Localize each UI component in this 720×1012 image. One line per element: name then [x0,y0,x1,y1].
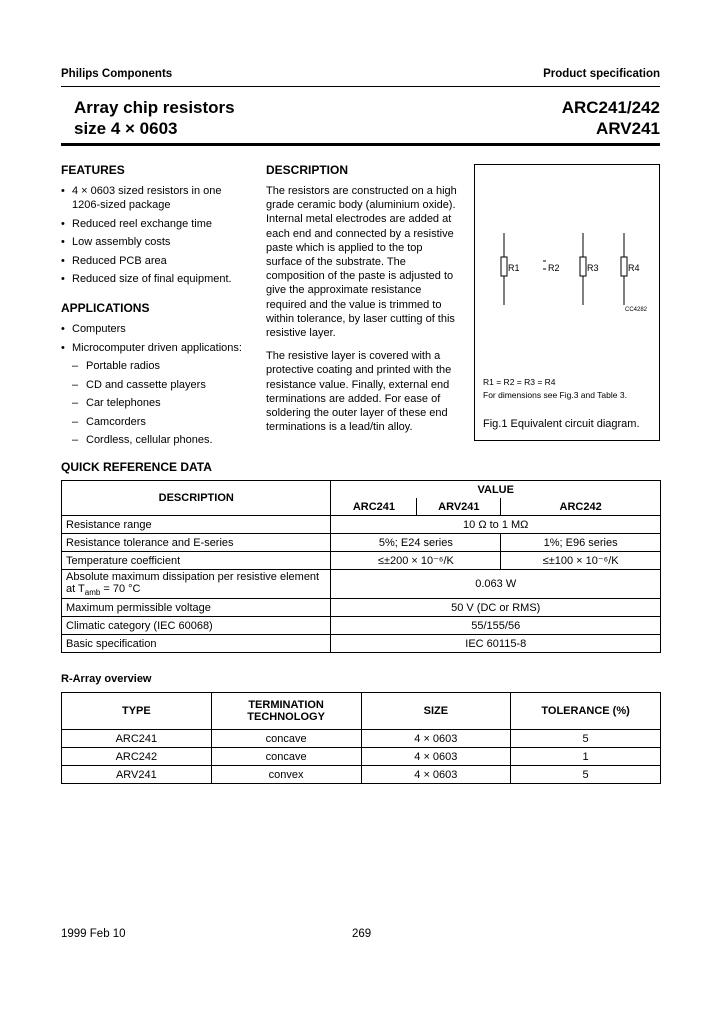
column-header-description: DESCRIPTION [62,481,331,516]
row-value: 1%; E96 series [501,534,661,552]
equivalent-circuit-diagram [475,165,659,335]
table-row [62,570,661,599]
r-array-overview-table [61,692,661,784]
label-r1: R1 [508,263,520,273]
applications-list [61,322,261,452]
list-item: • Reduced PCB area [61,254,167,267]
page-title [74,97,235,139]
table-row [62,599,661,617]
list-item: • Computers [61,323,126,335]
figure-caption: Fig.1 Equivalent circuit diagram. [483,418,640,430]
table-row [62,552,661,570]
title-line-1: Array chip resistors [74,98,235,117]
row-value: 0.063 W [331,570,661,599]
figure-note-equal: R1 = R2 = R3 = R4 [483,377,556,387]
description-heading: DESCRIPTION [266,163,349,177]
row-description: Absolute maximum dissipation per resistive element at $T_{amb} = 70$ °C [62,570,331,599]
list-item: • 4 × 0603 sized resistors in one 1206-sized package [61,185,222,211]
row-description: Maximum permissible voltage [62,599,331,617]
features-heading: FEATURES [61,163,125,177]
figure-code: CC4282 [625,307,648,313]
label-r3: R3 [587,263,599,273]
table-header-row [62,693,661,730]
part-number-2: ARV241 [596,119,660,138]
row-value: ≤±100 × 10⁻⁶/K [501,552,661,570]
row-description: Resistance range [62,516,331,534]
list-subitem: – Camcorders [72,415,146,428]
figure-box [474,164,660,441]
page-number: 269 [352,928,372,940]
features-list [61,184,251,291]
cell-size: 4 × 0603 [361,766,511,784]
description-text [266,184,458,443]
document-type: Product specification [543,68,660,80]
table-row [62,534,661,552]
list-subitem: – Cordless, cellular phones. [72,434,213,446]
row-description: Temperature coefficient [62,552,331,570]
column-header-arv241: ARV241 [417,498,501,516]
table-header-row [62,481,661,499]
part-number-1: ARC241/242 [561,98,660,117]
column-header-termination: TERMINATION TECHNOLOGY [211,693,361,730]
column-header-tolerance: TOLERANCE (%) [511,693,661,730]
row-value: ≤±200 × 10⁻⁶/K [331,552,501,570]
row-value: 5%; E24 series [331,534,501,552]
row-description: Climatic category (IEC 60068) [62,617,331,635]
cell-tolerance: 1 [511,748,661,766]
company-name: Philips Components [61,68,173,80]
cell-size: 4 × 0603 [361,730,511,748]
quick-ref-heading: QUICK REFERENCE DATA [61,460,212,474]
label-r4: R4 [628,263,640,273]
cell-termination: convex [211,766,361,784]
column-header-value: VALUE [331,481,661,499]
list-subitem: – CD and cassette players [72,378,206,391]
cell-termination: concave [211,730,361,748]
list-subitem: – Car telephones [72,397,161,409]
list-item: • Microcomputer driven applications: [61,341,242,354]
row-value: 50 V (DC or RMS) [331,599,661,617]
overview-heading: R-Array overview [61,673,152,685]
cell-termination: concave [211,748,361,766]
row-value: IEC 60115-8 [331,635,661,653]
quick-reference-table [61,480,661,653]
figure-note-dimensions: For dimensions see Fig.3 and Table 3. [483,390,627,400]
column-header-arc242: ARC242 [501,498,661,516]
list-subitem: – Portable radios [72,360,160,372]
list-item: • Reduced reel exchange time [61,217,213,230]
row-description: Basic specification [62,635,331,653]
header-rule [61,86,660,87]
table-row [62,748,661,766]
table-row [62,617,661,635]
cell-tolerance: 5 [511,730,661,748]
cell-type: ARV241 [62,766,212,784]
description-paragraph-1: The resistors are constructed on a high grade ceramic body (aluminium oxide). Internal metal electrodes are added at each end and connected by a resistive paste which is applied to the top surface of the substrate. The composition of the paste is adjusted to give the approximate resistance required and the value is trimmed to within tolerance, by laser cutting of this resistive layer. [266,185,457,340]
list-item: • Reduced size of final equipment. [61,273,232,285]
cell-type: ARC241 [62,730,212,748]
label-r2: R2 [548,263,560,273]
row-value: 55/155/56 [331,617,661,635]
table-row [62,730,661,748]
column-header-arc241: ARC241 [331,498,417,516]
cell-size: 4 × 0603 [361,748,511,766]
cell-tolerance: 5 [511,766,661,784]
title-rule [61,143,660,146]
table-row [62,635,661,653]
footer-date: 1999 Feb 10 [61,928,126,940]
part-numbers [562,97,660,139]
table-row [62,516,661,534]
table-row [62,766,661,784]
row-value: 10 Ω to 1 MΩ [331,516,661,534]
description-paragraph-2: The resistive layer is covered with a protective coating and printed with the resistance value. Finally, external end terminations are added. For ease of soldering the outer layer of these end terminations is a lead/tin alloy. [266,350,452,434]
cell-type: ARC242 [62,748,212,766]
column-header-type: TYPE [62,693,212,730]
column-header-size: SIZE [361,693,511,730]
applications-heading: APPLICATIONS [61,301,150,315]
row-description: Resistance tolerance and E-series [62,534,331,552]
title-line-2: size 4 × 0603 [74,119,178,138]
list-item: • Low assembly costs [61,236,171,248]
